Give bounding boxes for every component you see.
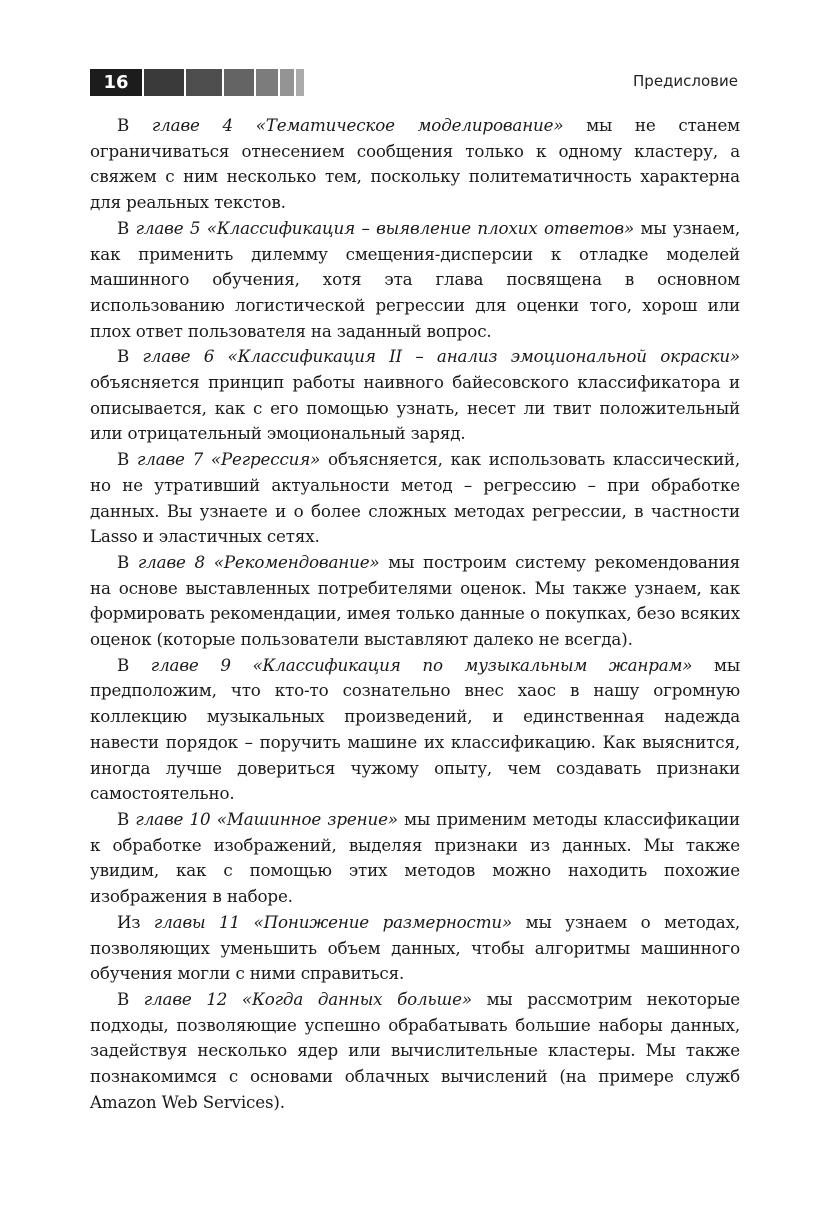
chapter-reference: главы 11 «Понижение размерности»: [153, 911, 513, 932]
running-header: [90, 69, 740, 96]
chapter-reference: главе 12 «Когда данных больше»: [143, 988, 472, 1009]
paragraph: [90, 910, 740, 987]
paragraph-text: объясняется, как использовать классический, но не утративший актуальности метод – регрессию – при обработке данных. Вы узнаете и о более сложных методах регрессии, в частности Lasso и эластичных сетях.: [90, 449, 740, 547]
chapter-reference: главе 4 «Тематическое моделирование»: [151, 115, 564, 135]
paragraph-text: мы не станем ограничиваться отнесением сообщения только к одному кластеру, а свяжем с ним несколько тем, поскольку политематичность характерна для реальных текстов.: [90, 115, 740, 213]
paragraph-lead: Из: [117, 911, 154, 932]
section-title: Предисловие: [633, 72, 738, 90]
paragraph-text: мы предположим, что кто-то сознательно внес хаос в нашу огромную коллекцию музыкальных произведений, и единственная надежда навести порядок – поручить машине их классификацию. Как выяснится, иногда лучше довериться чужому опыту, чем создавать признаки самостоятельно.: [90, 654, 740, 804]
paragraph-text: мы построим систему рекомендования на основе выставленных потребителями оценок. Мы также узнаем, как формировать рекомендации, имея только данные о покупках, безо всяких оценок (которые пользователи выставляют далеко не всегда).: [90, 551, 740, 650]
chapter-reference: главе 9 «Классификация по музыкальным жанрам»: [150, 654, 693, 675]
chapter-reference: главе 7 «Регрессия»: [136, 449, 321, 470]
paragraph-lead: В: [117, 808, 136, 829]
paragraph-text: мы рассмотрим некоторые подходы, позволяющие успешно обрабатывать большие наборы данных, задействуя несколько ядер или вычислительные кластеры. Мы также познакомимся с основами облачных вычислений (на примере служб Amazon Web Services).: [90, 988, 740, 1112]
chapter-reference: главе 6 «Классификация II – анализ эмоциональной окраски»: [142, 346, 740, 367]
paragraph: [90, 216, 740, 345]
paragraph-text: мы узнаем о методах, позволяющих уменьшить объем данных, чтобы алгоритмы машинного обучения могли с ними справиться.: [90, 911, 740, 984]
header-bar-segment: [256, 69, 278, 96]
paragraph-lead: В: [117, 654, 151, 675]
paragraph: [90, 550, 740, 653]
paragraph-text: мы узнаем, как применить дилемму смещения-дисперсии к отладке моделей машинного обучения, хотя эта глава посвящена в основном использованию логистической регрессии для оценки того, хорош или плох ответ пользователя на заданный вопрос.: [90, 217, 740, 341]
paragraph-text: объясняется принцип работы наивного байесовского классификатора и описывается, как с его помощью узнать, несет ли твит положительный или отрицательный эмоциональный заряд.: [90, 372, 740, 444]
chapter-reference: главе 10 «Машинное зрение»: [135, 808, 398, 829]
chapter-reference: главе 5 «Классификация – выявление плохих ответов»: [135, 217, 635, 238]
header-bar-segment: [296, 69, 304, 96]
paragraph: [90, 653, 740, 807]
header-bar-segment: [186, 69, 222, 96]
paragraph-lead: В: [117, 217, 136, 238]
paragraph-lead: В: [117, 988, 144, 1009]
chapter-reference: главе 8 «Рекомендование»: [137, 551, 380, 572]
paragraph: [90, 987, 740, 1116]
page-number: 16: [90, 69, 142, 96]
header-bar-segment: [144, 69, 184, 96]
header-bar-segment: [280, 69, 294, 96]
body-text: [90, 113, 740, 1115]
paragraph: [90, 113, 740, 216]
paragraph-text: мы применим методы классификации к обработке изображений, выделяя признаки из данных. Мы также увидим, как с помощью этих методов можно находить похожие изображения в наборе.: [90, 808, 740, 907]
paragraph: [90, 807, 740, 910]
paragraph: [90, 447, 740, 550]
paragraph: [90, 344, 740, 447]
paragraph-lead: В: [117, 346, 143, 367]
header-bar-segment: [224, 69, 254, 96]
paragraph-lead: В: [117, 115, 152, 135]
paragraph-lead: В: [117, 449, 137, 470]
paragraph-lead: В: [117, 551, 138, 572]
